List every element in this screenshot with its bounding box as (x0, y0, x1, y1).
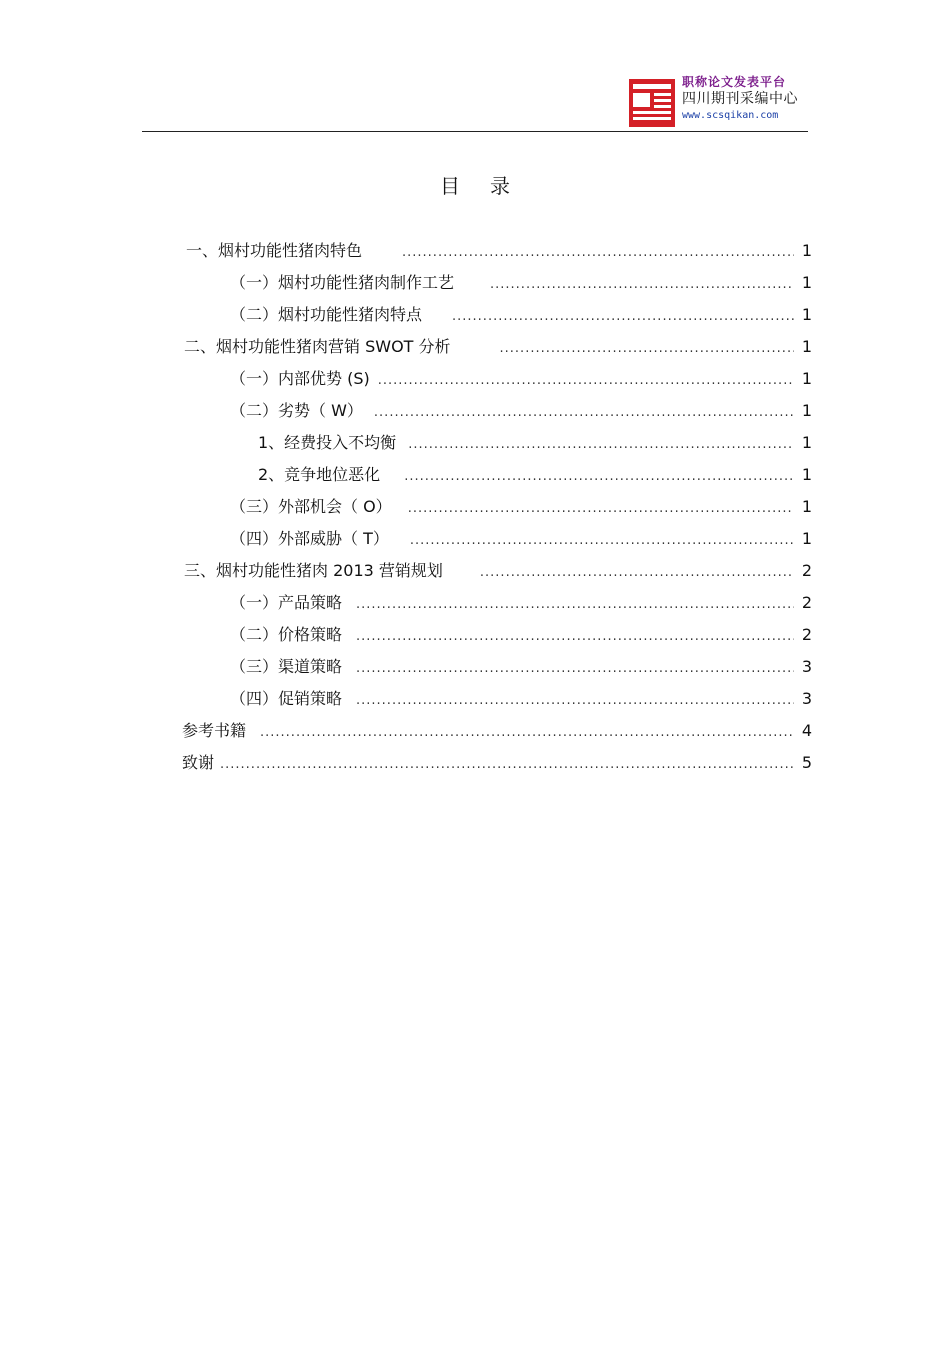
toc-page-number: 5 (801, 753, 812, 772)
toc-dot-leader (260, 725, 794, 740)
toc-entry[interactable] (230, 302, 812, 326)
toc-entry-label: （四）外部威胁（ T） (230, 529, 389, 548)
toc-entry-label: （四）促销策略 (230, 689, 343, 708)
toc-page-number: 1 (801, 497, 812, 516)
toc-dot-leader (490, 277, 794, 292)
toc-entry[interactable] (182, 718, 812, 742)
toc-entry[interactable] (230, 398, 812, 422)
toc-page-number: 3 (801, 657, 812, 676)
toc-dot-leader (356, 693, 794, 708)
toc-dot-leader (356, 629, 794, 644)
toc-page-number: 1 (801, 241, 812, 260)
toc-page-number: 1 (801, 305, 812, 324)
toc-entry-label: （二）劣势（ W） (230, 401, 363, 420)
toc-entry[interactable] (230, 654, 812, 678)
toc-entry[interactable] (230, 494, 812, 518)
toc-entry[interactable] (230, 622, 812, 646)
toc-dot-leader (356, 597, 794, 612)
toc-entry-label: （一）内部优势 (S) (230, 369, 370, 388)
toc-page-number: 2 (801, 561, 812, 580)
toc-dot-leader (410, 533, 794, 548)
toc-page-number: 1 (801, 337, 812, 356)
toc-page-number: 1 (801, 465, 812, 484)
toc-entry-label: （一）产品策略 (230, 593, 343, 612)
toc-entry-label: （二）价格策略 (230, 625, 343, 644)
toc-dot-leader (374, 405, 794, 420)
newspaper-icon (628, 78, 676, 128)
toc-page-number: 4 (801, 721, 812, 740)
logo-url: www.scsqikan.com (682, 110, 779, 121)
toc-entry[interactable] (184, 558, 812, 582)
toc-entry-label: 三、烟村功能性猪肉 2013 营销规划 (184, 561, 443, 580)
toc-entry-label: 致谢 (182, 753, 215, 772)
toc-entry[interactable] (186, 238, 812, 262)
toc-dot-leader (480, 565, 794, 580)
logo-slogan: 职称论文发表平台 (682, 75, 787, 89)
toc-page-number: 1 (801, 529, 812, 548)
toc-entry[interactable] (230, 366, 812, 390)
toc-entry[interactable] (258, 430, 812, 454)
toc-page-number: 2 (801, 625, 812, 644)
toc-dot-leader (408, 501, 794, 516)
toc-entry-label: （三）外部机会（ O） (230, 497, 392, 516)
toc-page-number: 1 (801, 273, 812, 292)
toc-entry-label: （二）烟村功能性猪肉特点 (230, 305, 423, 324)
toc-entry[interactable] (182, 750, 812, 774)
toc-dot-leader (378, 373, 794, 388)
header-divider (142, 131, 808, 132)
toc-dot-leader (356, 661, 794, 676)
toc-page-number: 3 (801, 689, 812, 708)
toc-entry[interactable] (230, 686, 812, 710)
toc-dot-leader (500, 341, 794, 356)
toc-page-number: 1 (801, 401, 812, 420)
toc-entry-label: （一）烟村功能性猪肉制作工艺 (230, 273, 455, 292)
toc-page-number: 1 (801, 433, 812, 452)
toc-dot-leader (402, 245, 794, 260)
toc-dot-leader (220, 757, 794, 772)
toc-entry[interactable] (230, 270, 812, 294)
toc-entry[interactable] (230, 590, 812, 614)
toc-entry-label: 二、烟村功能性猪肉营销 SWOT 分析 (184, 337, 451, 356)
toc-entry-label: （三）渠道策略 (230, 657, 343, 676)
toc-page-number: 1 (801, 369, 812, 388)
toc-dot-leader (452, 309, 794, 324)
toc-entry[interactable] (184, 334, 812, 358)
toc-entry-label: 2、竞争地位恶化 (258, 465, 381, 484)
toc-page-number: 2 (801, 593, 812, 612)
toc-dot-leader (404, 469, 794, 484)
toc-entry-label: 参考书籍 (182, 721, 247, 740)
toc-entry-label: 一、烟村功能性猪肉特色 (186, 241, 363, 260)
toc-entry[interactable] (258, 462, 812, 486)
toc-entry[interactable] (230, 526, 812, 550)
page-title: 目录 (440, 174, 540, 198)
publisher-logo (628, 76, 798, 128)
logo-brand-name: 四川期刊采编中心 (682, 91, 798, 107)
toc-dot-leader (408, 437, 794, 452)
toc-entry-label: 1、经费投入不均衡 (258, 433, 397, 452)
